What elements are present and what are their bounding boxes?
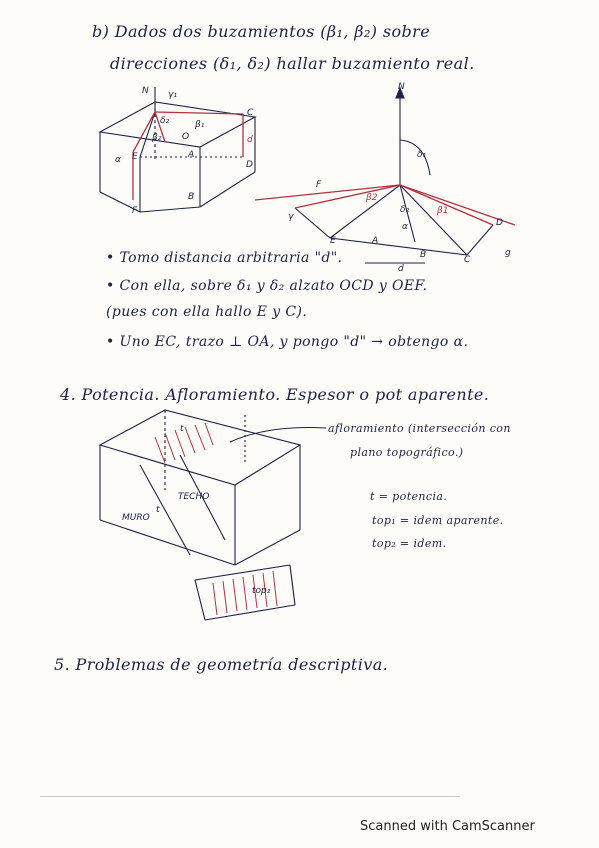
afloramiento-note-1: afloramiento (intersección con	[328, 422, 511, 435]
block-diagram-figure	[95, 82, 270, 222]
fig2-label-alpha: α	[402, 222, 408, 232]
fig3-label-top2: top₂	[252, 586, 271, 596]
scanner-watermark: Scanned with CamScanner	[360, 819, 535, 834]
fig2-label-d-point: D	[496, 218, 503, 228]
fig1-label-e: E	[132, 152, 138, 162]
fig1-label-c: C	[247, 108, 254, 118]
fig3-label-techo: TECHO	[178, 492, 210, 502]
fig2-label-n: N	[398, 82, 405, 92]
fig1-label-b: B	[188, 192, 195, 202]
fig2-label-a: A	[372, 236, 379, 246]
fig3-label-muro: MURO	[122, 513, 150, 523]
section-b-line2: direcciones (δ₁, δ₂) hallar buzamiento real.	[110, 54, 475, 73]
step-2: • Con ella, sobre δ₁ y δ₂ alzato OCD y OEF.	[106, 278, 428, 294]
definition-top2: top₂ = idem.	[372, 537, 447, 550]
fig1-label-delta2: δ₂	[160, 116, 170, 126]
fig2-label-f: F	[316, 180, 322, 190]
afloramiento-leader	[228, 420, 328, 450]
fig1-label-f: F	[132, 206, 138, 216]
fig2-label-d: d	[398, 264, 404, 274]
fig1-label-gamma1: γ₁	[168, 90, 177, 100]
fig1-label-d-point: D	[246, 160, 253, 170]
fig1-label-d: d	[247, 135, 253, 145]
fig2-label-beta2: β2	[366, 193, 378, 203]
plan-construction-figure	[255, 80, 525, 275]
fig1-label-beta1: β₁	[195, 120, 205, 130]
definition-t: t = potencia.	[370, 490, 448, 503]
fig2-label-delta2: δ₂	[400, 205, 410, 215]
fig3-label-t-mid: t	[156, 505, 160, 515]
fig1-label-o: O	[182, 132, 190, 142]
fig3-label-t-top: t	[180, 424, 184, 434]
fig2-label-g: g	[505, 248, 511, 258]
fig1-label-n: N	[142, 86, 149, 96]
fig2-label-b: B	[420, 250, 427, 260]
fig2-label-e: E	[330, 236, 336, 246]
definition-top1: top₁ = idem aparente.	[372, 514, 504, 527]
fig2-label-beta1: β1	[437, 206, 449, 216]
page-bottom-rule	[40, 796, 460, 797]
step-4: • Uno EC, trazo ⊥ OA, y pongo "d" → obtengo α.	[106, 334, 469, 350]
fig1-label-a: A	[188, 150, 195, 160]
section-4-title: 4. Potencia. Afloramiento. Espesor o pot aparente.	[60, 385, 490, 404]
step-3: (pues con ella hallo E y C).	[106, 304, 308, 320]
fig2-label-delta1: δ₁	[417, 150, 427, 160]
fig2-label-c: C	[464, 255, 471, 265]
step-1: • Tomo distancia arbitraria "d".	[106, 250, 343, 266]
fig2-label-gamma: γ	[288, 212, 294, 222]
afloramiento-note-2: plano topográfico.)	[350, 446, 464, 459]
fig1-label-beta2: β₂	[152, 133, 162, 143]
section-5-title: 5. Problemas de geometría descriptiva.	[54, 655, 389, 674]
section-b-line1: b) Dados dos buzamientos (β₁, β₂) sobre	[92, 22, 431, 41]
fig1-label-alpha: α	[115, 155, 121, 165]
